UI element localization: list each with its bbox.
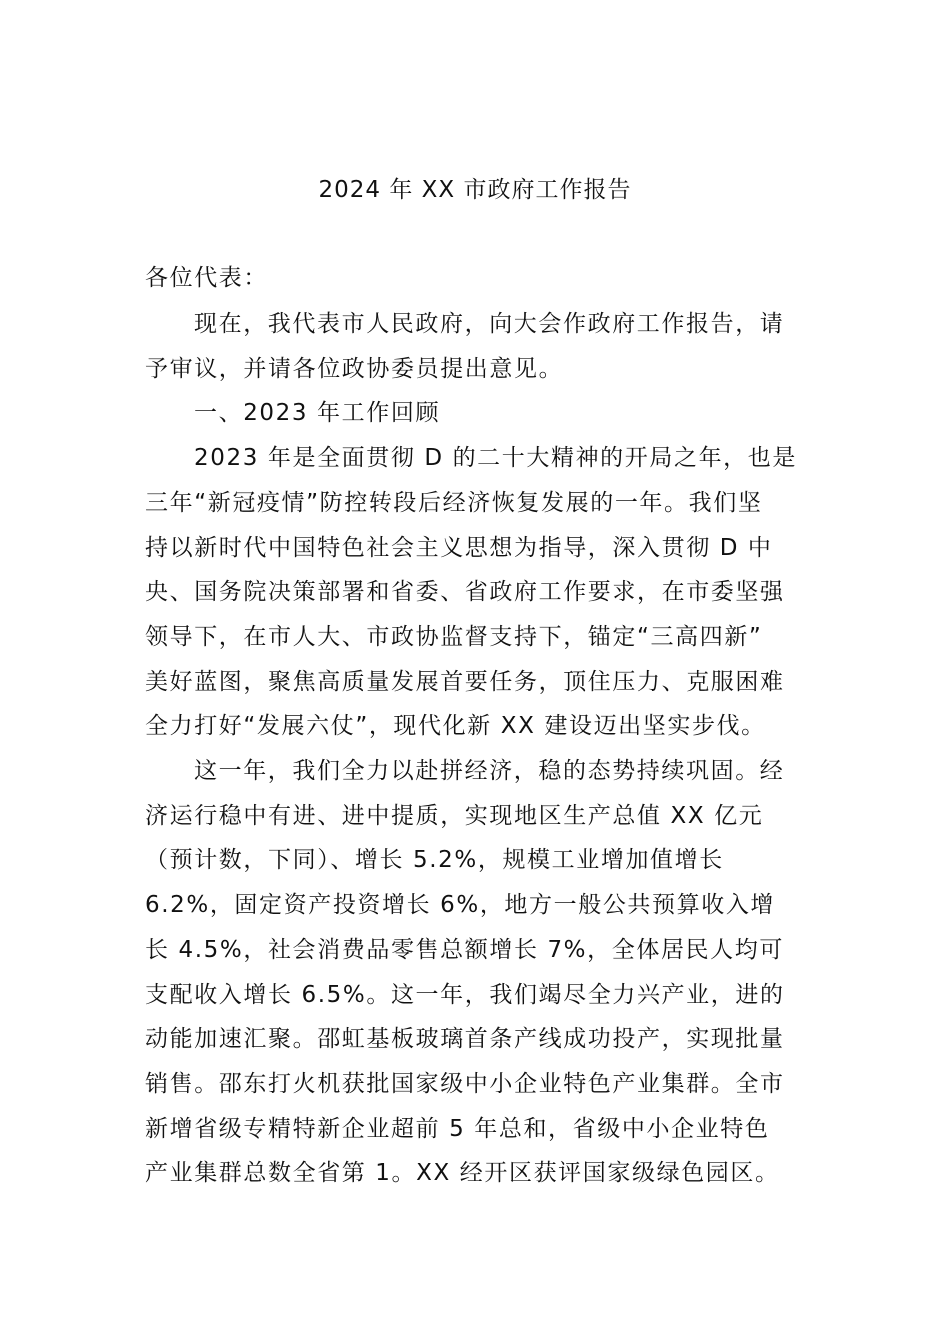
body-line: 持以新时代中国特色社会主义思想为指导，深入贯彻 D 中 — [145, 535, 773, 561]
body-line: 领导下，在市人大、市政协监督支持下，锚定“三高四新” — [145, 624, 763, 650]
body-line: 产业集群总数全省第 1。XX 经开区获评国家级绿色园区。 — [145, 1160, 780, 1186]
body-line: 动能加速汇聚。邵虹基板玻璃首条产线成功投产，实现批量 — [145, 1026, 785, 1052]
body-line: 全力打好“发展六仗”，现代化新 XX 建设迈出坚实步伐。 — [145, 713, 766, 739]
body-line: （预计数，下同）、增长 5.2%，规模工业增加值增长 — [145, 847, 724, 873]
salutation-line: 各位代表： — [145, 265, 268, 291]
document-title: 2024 年 XX 市政府工作报告 — [318, 177, 632, 203]
body-line: 济运行稳中有进、进中提质，实现地区生产总值 XX 亿元 — [145, 803, 764, 829]
body-line: 现在，我代表市人民政府，向大会作政府工作报告，请 — [194, 311, 785, 337]
body-line: 予审议，并请各位政协委员提出意见。 — [145, 356, 564, 382]
body-line: 新增省级专精特新企业超前 5 年总和，省级中小企业特色 — [145, 1116, 770, 1142]
body-line: 支配收入增长 6.5%。这一年，我们竭尽全力兴产业，进的 — [145, 982, 785, 1008]
body-line: 6.2%，固定资产投资增长 6%，地方一般公共预算收入增 — [145, 892, 776, 918]
body-line: 三年“新冠疫情”防控转段后经济恢复发展的一年。我们坚 — [145, 490, 763, 516]
body-line: 美好蓝图，聚焦高质量发展首要任务，顶住压力、克服困难 — [145, 669, 785, 695]
body-line: 央、国务院决策部署和省委、省政府工作要求，在市委坚强 — [145, 579, 785, 605]
body-line: 长 4.5%，社会消费品零售总额增长 7%，全体居民人均可 — [145, 937, 784, 963]
body-line: 销售。邵东打火机获批国家级中小企业特色产业集群。全市 — [145, 1071, 785, 1097]
section-heading: 一、2023 年工作回顾 — [194, 400, 441, 426]
body-line: 2023 年是全面贯彻 D 的二十大精神的开局之年，也是 — [194, 445, 797, 471]
body-line: 这一年，我们全力以赴拼经济，稳的态势持续巩固。经 — [194, 758, 785, 784]
